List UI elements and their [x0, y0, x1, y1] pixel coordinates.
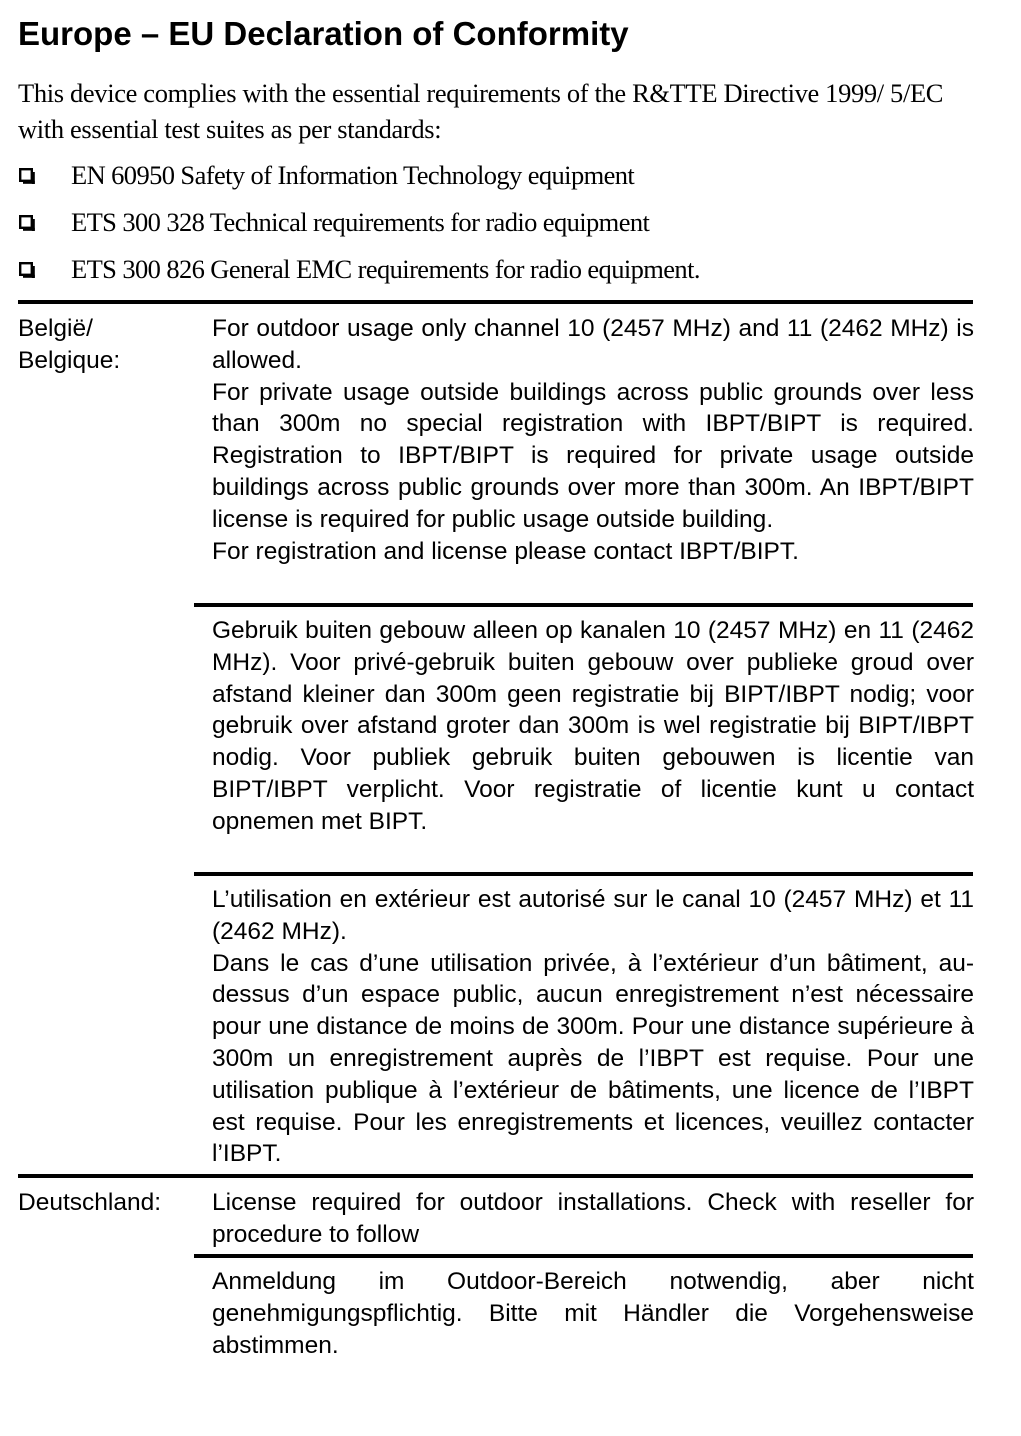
checkbox-bullet-icon	[19, 168, 35, 184]
section-divider	[18, 1174, 973, 1178]
standard-label: ETS 300 328 Technical requirements for radio equipment	[71, 207, 650, 237]
germany-english-text: License required for outdoor installations. Check with reseller for procedure to follow	[212, 1189, 974, 1248]
germany-german-text: Anmeldung im Outdoor-Bereich notwendig, aber nicht genehmigungspflichtig. Bitte mit Händler die Vorgehensweise abstimmen.	[212, 1268, 974, 1359]
page-title: Europe – EU Declaration of Conformity	[18, 15, 629, 52]
checkbox-bullet-icon	[19, 262, 35, 278]
standard-label: EN 60950 Safety of Information Technology equipment	[71, 160, 635, 190]
list-item	[18, 249, 973, 296]
intro-text: This device complies with the essential requirements of the R&TTE Directive 1999/ 5/EC with essential test suites as per standards:	[18, 78, 944, 144]
belgium-english-text: For outdoor usage only channel 10 (2457 MHz) and 11 (2462 MHz) is allowed. For private usage outside buildings across public grounds over less than 300m no special registration with IBPT/BIPT is required. Registration to IBPT/BIPT is required for private usage outside buildings across public grounds over more than 300m. An IBPT/BIPT license is required for public usage outside building. For registration and license please contact IBPT/BIPT.	[212, 315, 974, 565]
list-item	[18, 155, 973, 202]
list-item	[18, 202, 973, 249]
section-divider	[18, 300, 973, 304]
paragraph-divider	[194, 603, 973, 607]
paragraph-divider	[194, 872, 973, 876]
country-label-germany: Deutschland:	[18, 1189, 162, 1216]
country-label-belgium: België/ Belgique:	[18, 315, 121, 374]
standard-label: ETS 300 826 General EMC requirements for radio equipment.	[71, 254, 700, 284]
standards-list	[18, 155, 973, 296]
belgium-dutch-text: Gebruik buiten gebouw alleen op kanalen 10 (2457 MHz) en 11 (2462 MHz). Voor privé-gebruik buiten gebouw over publieke groud over afstand kleiner dan 300m geen registratie bij BIPT/IBPT nodig; voor gebruik over afstand groter dan 300m is wel registratie bij BIPT/IBPT nodig. Voor publiek gebruik buiten gebouwen is licentie van BIPT/IBPT verplicht. Voor registratie of licentie kunt u contact opnemen met BIPT.	[212, 617, 974, 835]
belgium-french-text: L’utilisation en extérieur est autorisé sur le canal 10 (2457 MHz) et 11 (2462 MHz). Dans le cas d’une utilisation privée, à l’extérieur d’un bâtiment, au-dessus d’un espace public, aucun enregistrement n’est nécessaire pour une distance de moins de 300m. Pour une distance supérieure à 300m un enregistrement auprès de l’IBPT est requise. Pour une utilisation publique à l’extérieur de bâtiments, une licence de l’IBPT est requise. Pour les enregistrements et licences, veuillez contacter l’IBPT.	[212, 886, 974, 1168]
checkbox-bullet-icon	[19, 215, 35, 231]
paragraph-divider	[194, 1254, 973, 1258]
